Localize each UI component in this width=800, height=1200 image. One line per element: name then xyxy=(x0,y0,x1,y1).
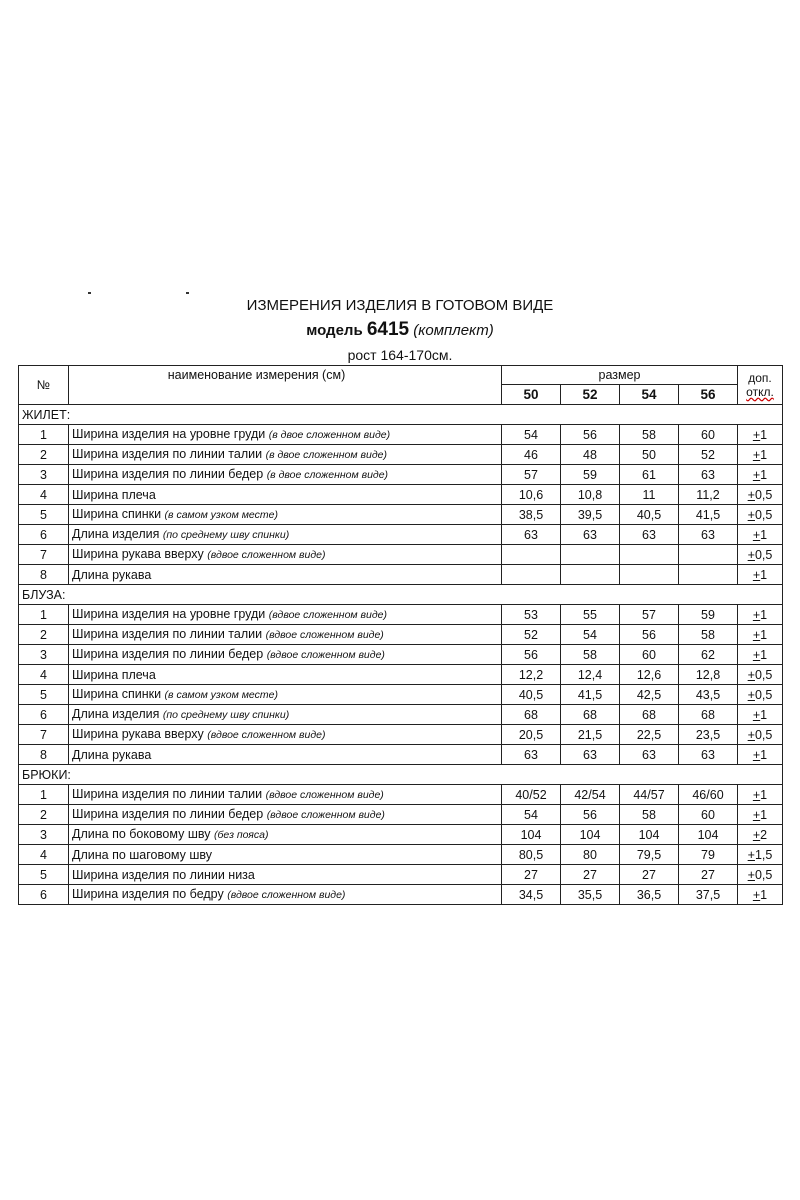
tolerance-cell xyxy=(738,645,783,665)
size-value: 35,5 xyxy=(561,885,620,905)
size-value xyxy=(502,545,561,565)
size-value xyxy=(561,565,620,585)
size-value: 48 xyxy=(561,445,620,465)
row-number: 3 xyxy=(19,825,69,845)
size-value: 58 xyxy=(561,645,620,665)
section-row xyxy=(19,405,783,425)
measurement-note: (без пояса) xyxy=(213,829,269,841)
plus-minus-sign: + xyxy=(752,887,761,902)
size-value: 60 xyxy=(620,645,679,665)
stray-mark xyxy=(88,292,91,294)
measurement-note: (вдвое сложенном виде) xyxy=(265,629,384,641)
table-row xyxy=(19,845,783,865)
size-value: 80,5 xyxy=(502,845,561,865)
tolerance-value: 0,5 xyxy=(754,487,773,502)
tolerance-value: 0,5 xyxy=(754,667,773,682)
tolerance-value: 1 xyxy=(760,807,768,822)
measurement-note: (вдвое сложенном виде) xyxy=(266,809,385,821)
tolerance-value: 0,5 xyxy=(754,547,773,562)
plus-minus-sign: + xyxy=(752,787,761,802)
tolerance-value: 2 xyxy=(760,827,768,842)
measurement-name: Ширина рукава вверху xyxy=(72,547,204,561)
table-row xyxy=(19,485,783,505)
measurement-note: (по среднему шву спинки) xyxy=(162,529,290,541)
measurement-name: Длина изделия xyxy=(72,707,160,721)
tolerance-cell xyxy=(738,545,783,565)
table-row xyxy=(19,525,783,545)
row-number: 6 xyxy=(19,525,69,545)
measurement-name: Ширина изделия по линии бедер xyxy=(72,647,264,661)
size-value xyxy=(502,565,561,585)
size-value: 41,5 xyxy=(561,685,620,705)
measurement-name: Ширина изделия по линии низа xyxy=(72,867,255,882)
measurement-name-cell xyxy=(69,745,502,765)
tolerance-value: 0,5 xyxy=(754,687,773,702)
section-title: БРЮКИ: xyxy=(19,765,783,785)
size-value xyxy=(561,545,620,565)
plus-minus-sign: + xyxy=(747,487,755,502)
row-number: 6 xyxy=(19,705,69,725)
table-row xyxy=(19,665,783,685)
size-value: 54 xyxy=(561,625,620,645)
size-value: 12,4 xyxy=(561,665,620,685)
measurement-name: Ширина спинки xyxy=(72,507,162,521)
measurement-name: Ширина плеча xyxy=(72,667,156,682)
tolerance-value: 0,5 xyxy=(754,507,773,522)
size-value: 39,5 xyxy=(561,505,620,525)
size-value: 46 xyxy=(502,445,561,465)
header-size: 50 xyxy=(502,385,561,405)
row-number: 3 xyxy=(19,465,69,485)
row-number: 4 xyxy=(19,485,69,505)
table-row xyxy=(19,785,783,805)
size-value: 58 xyxy=(679,625,738,645)
size-value: 27 xyxy=(679,865,738,885)
tolerance-value: 1,5 xyxy=(754,847,773,862)
measurement-name-cell xyxy=(69,685,502,705)
section-row xyxy=(19,585,783,605)
plus-minus-sign: + xyxy=(747,687,755,702)
size-value: 80 xyxy=(561,845,620,865)
measurement-name: Ширина рукава вверху xyxy=(72,727,204,741)
measurement-name-cell xyxy=(69,465,502,485)
size-value: 68 xyxy=(502,705,561,725)
size-value: 55 xyxy=(561,605,620,625)
measurements-table xyxy=(18,365,783,905)
plus-minus-sign: + xyxy=(752,427,761,442)
size-value: 11 xyxy=(620,485,679,505)
plus-minus-sign: + xyxy=(747,727,755,742)
row-number: 2 xyxy=(19,445,69,465)
tolerance-cell xyxy=(738,485,783,505)
header-number: № xyxy=(19,366,69,405)
row-number: 8 xyxy=(19,565,69,585)
model-number: 6415 xyxy=(366,319,410,340)
header-size: 52 xyxy=(561,385,620,405)
size-value xyxy=(679,545,738,565)
size-value: 21,5 xyxy=(561,725,620,745)
row-number: 2 xyxy=(19,805,69,825)
size-value: 12,8 xyxy=(679,665,738,685)
tolerance-value: 1 xyxy=(760,447,768,462)
tolerance-value: 1 xyxy=(760,747,768,762)
tolerance-value: 1 xyxy=(760,527,768,542)
document-title: ИЗМЕРЕНИЯ ИЗДЕЛИЯ В ГОТОВОМ ВИДЕ xyxy=(246,297,554,314)
table-body xyxy=(19,405,783,905)
plus-minus-sign: + xyxy=(747,507,755,522)
plus-minus-sign: + xyxy=(747,847,755,862)
tolerance-cell xyxy=(738,785,783,805)
plus-minus-sign: + xyxy=(752,747,761,762)
size-value: 34,5 xyxy=(502,885,561,905)
header-tolerance xyxy=(738,366,783,405)
measurement-name-cell xyxy=(69,845,502,865)
tolerance-cell xyxy=(738,865,783,885)
size-value xyxy=(679,565,738,585)
row-number: 4 xyxy=(19,665,69,685)
measurement-name-cell xyxy=(69,865,502,885)
row-number: 5 xyxy=(19,685,69,705)
measurement-name-cell xyxy=(69,505,502,525)
tolerance-value: 0,5 xyxy=(754,727,773,742)
size-value: 52 xyxy=(502,625,561,645)
table-row xyxy=(19,545,783,565)
table-row xyxy=(19,685,783,705)
size-value: 20,5 xyxy=(502,725,561,745)
tolerance-value: 0,5 xyxy=(754,867,773,882)
measurement-note: (по среднему шву спинки) xyxy=(162,709,290,721)
tolerance-cell xyxy=(738,605,783,625)
measurement-note: (вдвое сложенном виде) xyxy=(227,889,346,901)
plus-minus-sign: + xyxy=(752,707,761,722)
plus-minus-sign: + xyxy=(752,467,761,482)
size-value: 104 xyxy=(679,825,738,845)
size-value: 63 xyxy=(679,525,738,545)
measurement-name-cell xyxy=(69,625,502,645)
table-row xyxy=(19,725,783,745)
document-header xyxy=(0,296,800,365)
size-value: 63 xyxy=(561,525,620,545)
size-value: 62 xyxy=(679,645,738,665)
size-value: 44/57 xyxy=(620,785,679,805)
size-value: 56 xyxy=(620,625,679,645)
tolerance-value: 1 xyxy=(760,887,768,902)
size-value: 12,2 xyxy=(502,665,561,685)
size-value: 63 xyxy=(620,745,679,765)
tolerance-value: 1 xyxy=(760,627,768,642)
table-row xyxy=(19,885,783,905)
measurement-name-cell xyxy=(69,825,502,845)
size-value: 68 xyxy=(620,705,679,725)
section-title: БЛУЗА: xyxy=(19,585,783,605)
row-number: 8 xyxy=(19,745,69,765)
measurement-name-cell xyxy=(69,705,502,725)
tolerance-value: 1 xyxy=(760,707,768,722)
table-row xyxy=(19,505,783,525)
tolerance-cell xyxy=(738,805,783,825)
measurement-name-cell xyxy=(69,545,502,565)
size-value: 12,6 xyxy=(620,665,679,685)
tolerance-cell xyxy=(738,625,783,645)
size-value: 41,5 xyxy=(679,505,738,525)
tolerance-cell xyxy=(738,665,783,685)
row-number: 7 xyxy=(19,545,69,565)
tolerance-cell xyxy=(738,725,783,745)
header-size-group: размер xyxy=(502,366,738,385)
tolerance-cell xyxy=(738,425,783,445)
plus-minus-sign: + xyxy=(752,807,761,822)
row-number: 5 xyxy=(19,505,69,525)
plus-minus-sign: + xyxy=(752,607,761,622)
size-value: 63 xyxy=(679,465,738,485)
size-value: 52 xyxy=(679,445,738,465)
size-value: 61 xyxy=(620,465,679,485)
measurement-note: (в двое сложенном виде) xyxy=(266,469,389,481)
tolerance-value: 1 xyxy=(760,787,768,802)
size-value: 42/54 xyxy=(561,785,620,805)
tolerance-cell xyxy=(738,745,783,765)
table-row xyxy=(19,805,783,825)
measurement-note: (вдвое сложенном виде) xyxy=(265,789,384,801)
size-value: 22,5 xyxy=(620,725,679,745)
measurement-name: Ширина изделия по линии талии xyxy=(72,787,263,801)
measurement-name-cell xyxy=(69,565,502,585)
stray-mark xyxy=(186,292,189,294)
size-value: 37,5 xyxy=(679,885,738,905)
row-number: 3 xyxy=(19,645,69,665)
size-value: 79,5 xyxy=(620,845,679,865)
tolerance-cell xyxy=(738,825,783,845)
measurement-note: (в самом узком месте) xyxy=(164,509,278,521)
plus-minus-sign: + xyxy=(747,667,755,682)
measurement-name: Ширина плеча xyxy=(72,487,156,502)
plus-minus-sign: + xyxy=(752,647,761,662)
tolerance-cell xyxy=(738,885,783,905)
measurement-name-cell xyxy=(69,885,502,905)
plus-minus-sign: + xyxy=(752,827,761,842)
header-measurement-name: наименование измерения (см) xyxy=(69,366,502,405)
measurement-name: Ширина изделия по линии бедер xyxy=(72,807,264,821)
size-value: 68 xyxy=(561,705,620,725)
row-number: 1 xyxy=(19,605,69,625)
measurement-name: Ширина изделия на уровне груди xyxy=(72,427,266,441)
tolerance-cell xyxy=(738,505,783,525)
measurement-name: Ширина спинки xyxy=(72,687,162,701)
measurement-name: Длина изделия xyxy=(72,527,160,541)
measurement-name: Ширина изделия по линии талии xyxy=(72,627,263,641)
tolerance-cell xyxy=(738,465,783,485)
measurement-name: Ширина изделия по линии талии xyxy=(72,447,263,461)
size-value: 68 xyxy=(679,705,738,725)
size-value: 63 xyxy=(502,525,561,545)
size-value: 36,5 xyxy=(620,885,679,905)
measurement-name: Ширина изделия по бедру xyxy=(72,887,224,901)
size-value: 40/52 xyxy=(502,785,561,805)
plus-minus-sign: + xyxy=(752,527,761,542)
header-size: 54 xyxy=(620,385,679,405)
size-value: 27 xyxy=(561,865,620,885)
size-value: 104 xyxy=(561,825,620,845)
size-value: 54 xyxy=(502,425,561,445)
size-value: 60 xyxy=(679,425,738,445)
plus-minus-sign: + xyxy=(747,547,755,562)
size-value: 40,5 xyxy=(620,505,679,525)
measurement-name-cell xyxy=(69,485,502,505)
tolerance-value: 1 xyxy=(760,567,768,582)
size-value: 23,5 xyxy=(679,725,738,745)
tolerance-cell xyxy=(738,525,783,545)
plus-minus-sign: + xyxy=(752,627,761,642)
measurement-name-cell xyxy=(69,665,502,685)
measurement-note: (вдвое сложенном виде) xyxy=(268,609,387,621)
measurement-name: Длина по шаговому шву xyxy=(72,847,213,862)
table-row xyxy=(19,425,783,445)
measurement-name: Ширина изделия по линии бедер xyxy=(72,467,264,481)
measurement-note: (вдвое сложенном виде) xyxy=(207,549,326,561)
size-value: 60 xyxy=(679,805,738,825)
size-value: 59 xyxy=(561,465,620,485)
header-size: 56 xyxy=(679,385,738,405)
measurement-name-cell xyxy=(69,605,502,625)
header-tolerance-line1: доп. xyxy=(748,371,772,385)
row-number: 1 xyxy=(19,785,69,805)
size-value: 10,6 xyxy=(502,485,561,505)
tolerance-value: 1 xyxy=(760,427,768,442)
size-value: 53 xyxy=(502,605,561,625)
measurement-name-cell xyxy=(69,645,502,665)
row-number: 5 xyxy=(19,865,69,885)
size-value: 63 xyxy=(502,745,561,765)
table-row xyxy=(19,565,783,585)
size-value: 57 xyxy=(620,605,679,625)
model-label: модель xyxy=(306,322,363,339)
plus-minus-sign: + xyxy=(747,867,755,882)
measurement-name: Длина по боковому шву xyxy=(72,827,211,841)
measurement-note: (в двое сложенном виде) xyxy=(268,429,391,441)
row-number: 6 xyxy=(19,885,69,905)
table-row xyxy=(19,465,783,485)
measurement-note: (в двое сложенном виде) xyxy=(265,449,387,461)
size-value: 58 xyxy=(620,425,679,445)
size-value: 43,5 xyxy=(679,685,738,705)
measurement-name: Длина рукава xyxy=(72,747,152,762)
section-row xyxy=(19,765,783,785)
measurement-note: (в самом узком месте) xyxy=(164,689,278,701)
tolerance-cell xyxy=(738,845,783,865)
table-row xyxy=(19,745,783,765)
table-row xyxy=(19,445,783,465)
table-row xyxy=(19,705,783,725)
size-value: 57 xyxy=(502,465,561,485)
section-title: ЖИЛЕТ: xyxy=(19,405,783,425)
size-value: 104 xyxy=(620,825,679,845)
size-value: 63 xyxy=(561,745,620,765)
tolerance-value: 1 xyxy=(760,647,768,662)
tolerance-cell xyxy=(738,565,783,585)
table-row xyxy=(19,605,783,625)
measurement-name-cell xyxy=(69,785,502,805)
row-number: 2 xyxy=(19,625,69,645)
measurement-name-cell xyxy=(69,725,502,745)
tolerance-value: 1 xyxy=(760,607,768,622)
size-value: 50 xyxy=(620,445,679,465)
plus-minus-sign: + xyxy=(752,567,761,582)
size-value: 27 xyxy=(502,865,561,885)
size-value: 63 xyxy=(679,745,738,765)
size-value: 59 xyxy=(679,605,738,625)
measurement-name-cell xyxy=(69,425,502,445)
size-value xyxy=(620,565,679,585)
measurement-note: (вдвое сложенном виде) xyxy=(266,649,385,661)
tolerance-value: 1 xyxy=(760,467,768,482)
size-value: 56 xyxy=(561,805,620,825)
size-value: 38,5 xyxy=(502,505,561,525)
size-value: 46/60 xyxy=(679,785,738,805)
header-tolerance-line2: откл. xyxy=(746,385,774,399)
size-value: 104 xyxy=(502,825,561,845)
size-value: 42,5 xyxy=(620,685,679,705)
table-row xyxy=(19,865,783,885)
table-row xyxy=(19,645,783,665)
size-value xyxy=(620,545,679,565)
size-value: 79 xyxy=(679,845,738,865)
measurement-name: Ширина изделия на уровне груди xyxy=(72,607,266,621)
measurement-name-cell xyxy=(69,805,502,825)
model-line xyxy=(0,318,800,343)
table-row xyxy=(19,825,783,845)
measurement-note: (вдвое сложенном виде) xyxy=(207,729,326,741)
tolerance-cell xyxy=(738,445,783,465)
size-value: 56 xyxy=(561,425,620,445)
plus-minus-sign: + xyxy=(752,447,761,462)
size-value: 10,8 xyxy=(561,485,620,505)
table-row xyxy=(19,625,783,645)
size-value: 56 xyxy=(502,645,561,665)
tolerance-cell xyxy=(738,705,783,725)
size-value: 63 xyxy=(620,525,679,545)
measurement-name-cell xyxy=(69,445,502,465)
height-range: рост 164-170см. xyxy=(347,347,453,363)
measurement-name: Длина рукава xyxy=(72,567,152,582)
size-value: 58 xyxy=(620,805,679,825)
row-number: 1 xyxy=(19,425,69,445)
size-value: 27 xyxy=(620,865,679,885)
row-number: 7 xyxy=(19,725,69,745)
tolerance-cell xyxy=(738,685,783,705)
size-value: 11,2 xyxy=(679,485,738,505)
size-value: 54 xyxy=(502,805,561,825)
row-number: 4 xyxy=(19,845,69,865)
measurement-name-cell xyxy=(69,525,502,545)
size-value: 40,5 xyxy=(502,685,561,705)
model-note: (комплект) xyxy=(413,322,494,339)
